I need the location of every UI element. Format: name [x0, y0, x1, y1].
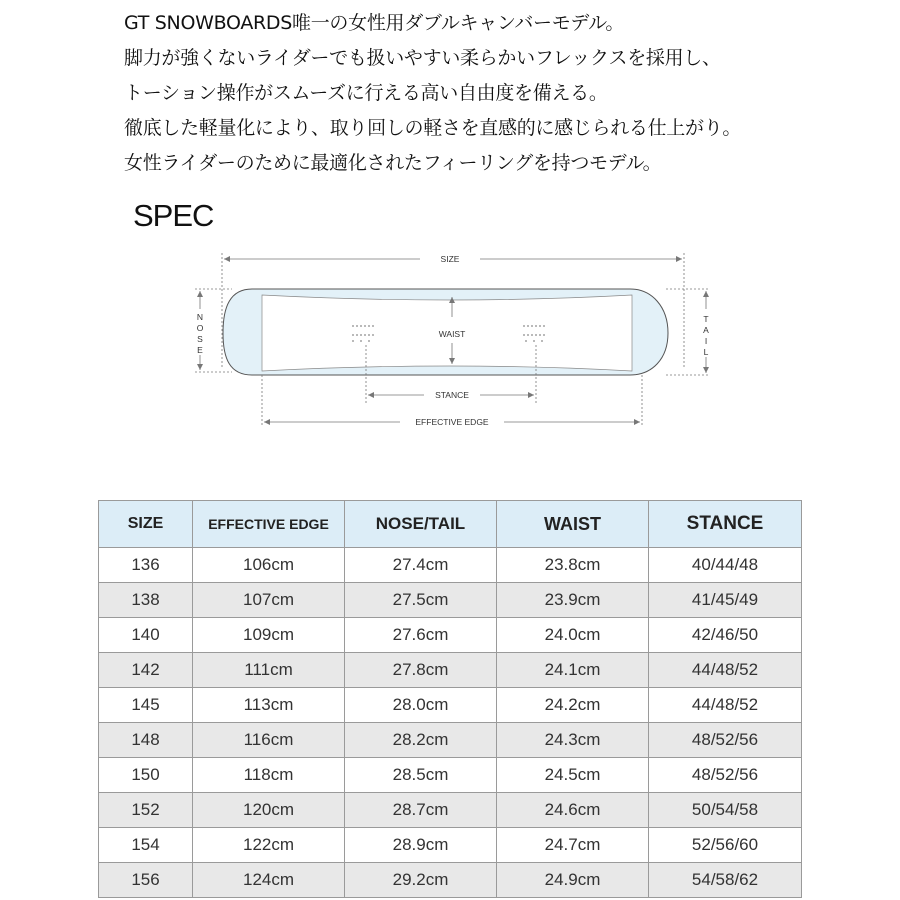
snowboard-dimension-diagram	[190, 245, 720, 435]
cell-waist: 24.6cm	[497, 793, 649, 828]
cell-size: 140	[99, 618, 193, 653]
cell-size: 154	[99, 828, 193, 863]
cell-waist: 24.0cm	[497, 618, 649, 653]
table-row	[99, 758, 802, 793]
table-row	[99, 793, 802, 828]
table-row	[99, 723, 802, 758]
cell-size: 142	[99, 653, 193, 688]
cell-nose-tail: 27.6cm	[345, 618, 497, 653]
cell-stance: 50/54/58	[649, 793, 802, 828]
cell-size: 150	[99, 758, 193, 793]
effective-edge-label: EFFECTIVE EDGE	[415, 417, 489, 427]
cell-waist: 24.5cm	[497, 758, 649, 793]
cell-stance: 40/44/48	[649, 548, 802, 583]
cell-effective-edge: 120cm	[193, 793, 345, 828]
spec-heading: SPEC	[133, 198, 214, 233]
cell-stance: 44/48/52	[649, 653, 802, 688]
cell-waist: 24.3cm	[497, 723, 649, 758]
cell-effective-edge: 107cm	[193, 583, 345, 618]
cell-stance: 52/56/60	[649, 828, 802, 863]
table-row	[99, 653, 802, 688]
cell-effective-edge: 124cm	[193, 863, 345, 898]
cell-effective-edge: 122cm	[193, 828, 345, 863]
cell-effective-edge: 106cm	[193, 548, 345, 583]
tail-label-t: T	[703, 314, 709, 324]
cell-waist: 24.1cm	[497, 653, 649, 688]
cell-nose-tail: 27.5cm	[345, 583, 497, 618]
cell-stance: 54/58/62	[649, 863, 802, 898]
cell-stance: 42/46/50	[649, 618, 802, 653]
description-line: GT SNOWBOARDS唯一の女性用ダブルキャンバーモデル。	[124, 12, 625, 34]
cell-size: 138	[99, 583, 193, 618]
spec-table-header-row	[99, 501, 802, 548]
header-size: SIZE	[99, 501, 193, 548]
cell-effective-edge: 111cm	[193, 653, 345, 688]
cell-effective-edge: 113cm	[193, 688, 345, 723]
tail-label-a: A	[703, 325, 709, 335]
cell-stance: 41/45/49	[649, 583, 802, 618]
cell-nose-tail: 29.2cm	[345, 863, 497, 898]
cell-waist: 23.8cm	[497, 548, 649, 583]
cell-effective-edge: 118cm	[193, 758, 345, 793]
cell-size: 152	[99, 793, 193, 828]
cell-nose-tail: 28.7cm	[345, 793, 497, 828]
cell-size: 148	[99, 723, 193, 758]
table-row	[99, 828, 802, 863]
description-line: トーション操作がスムーズに行える高い自由度を備える。	[124, 82, 608, 104]
cell-nose-tail: 27.8cm	[345, 653, 497, 688]
cell-stance: 48/52/56	[649, 758, 802, 793]
nose-label-n: N	[196, 312, 204, 322]
tail-label-l: L	[703, 347, 709, 357]
cell-size: 156	[99, 863, 193, 898]
stance-label: STANCE	[435, 390, 469, 400]
table-row	[99, 618, 802, 653]
cell-nose-tail: 28.5cm	[345, 758, 497, 793]
cell-size: 145	[99, 688, 193, 723]
cell-size: 136	[99, 548, 193, 583]
cell-nose-tail: 28.2cm	[345, 723, 497, 758]
table-row	[99, 548, 802, 583]
cell-nose-tail: 28.9cm	[345, 828, 497, 863]
nose-label-o: O	[196, 323, 204, 333]
table-row	[99, 863, 802, 898]
cell-waist: 23.9cm	[497, 583, 649, 618]
table-row	[99, 688, 802, 723]
cell-effective-edge: 109cm	[193, 618, 345, 653]
nose-label-s: S	[197, 334, 203, 344]
waist-label: WAIST	[438, 329, 466, 339]
tail-label-i: I	[704, 336, 708, 346]
cell-waist: 24.7cm	[497, 828, 649, 863]
cell-waist: 24.9cm	[497, 863, 649, 898]
cell-waist: 24.2cm	[497, 688, 649, 723]
snowboard-diagram-svg	[190, 245, 720, 435]
header-waist: WAIST	[497, 501, 649, 548]
header-stance: STANCE	[649, 501, 802, 548]
description-line: 女性ライダーのために最適化されたフィーリングを持つモデル。	[124, 152, 662, 174]
cell-stance: 48/52/56	[649, 723, 802, 758]
table-row	[99, 583, 802, 618]
spec-table	[98, 500, 802, 898]
nose-label-e: E	[197, 345, 203, 355]
description-line: 徹底した軽量化により、取り回しの軽さを直感的に感じられる仕上がり。	[124, 117, 742, 139]
description-line: 脚力が強くないライダーでも扱いやすい柔らかいフレックスを採用し、	[124, 47, 721, 69]
cell-stance: 44/48/52	[649, 688, 802, 723]
cell-nose-tail: 27.4cm	[345, 548, 497, 583]
product-description	[124, 6, 894, 181]
size-label: SIZE	[440, 254, 460, 264]
cell-effective-edge: 116cm	[193, 723, 345, 758]
cell-nose-tail: 28.0cm	[345, 688, 497, 723]
header-nose-tail: NOSE/TAIL	[345, 501, 497, 548]
header-effective-edge: EFFECTIVE EDGE	[193, 501, 345, 548]
